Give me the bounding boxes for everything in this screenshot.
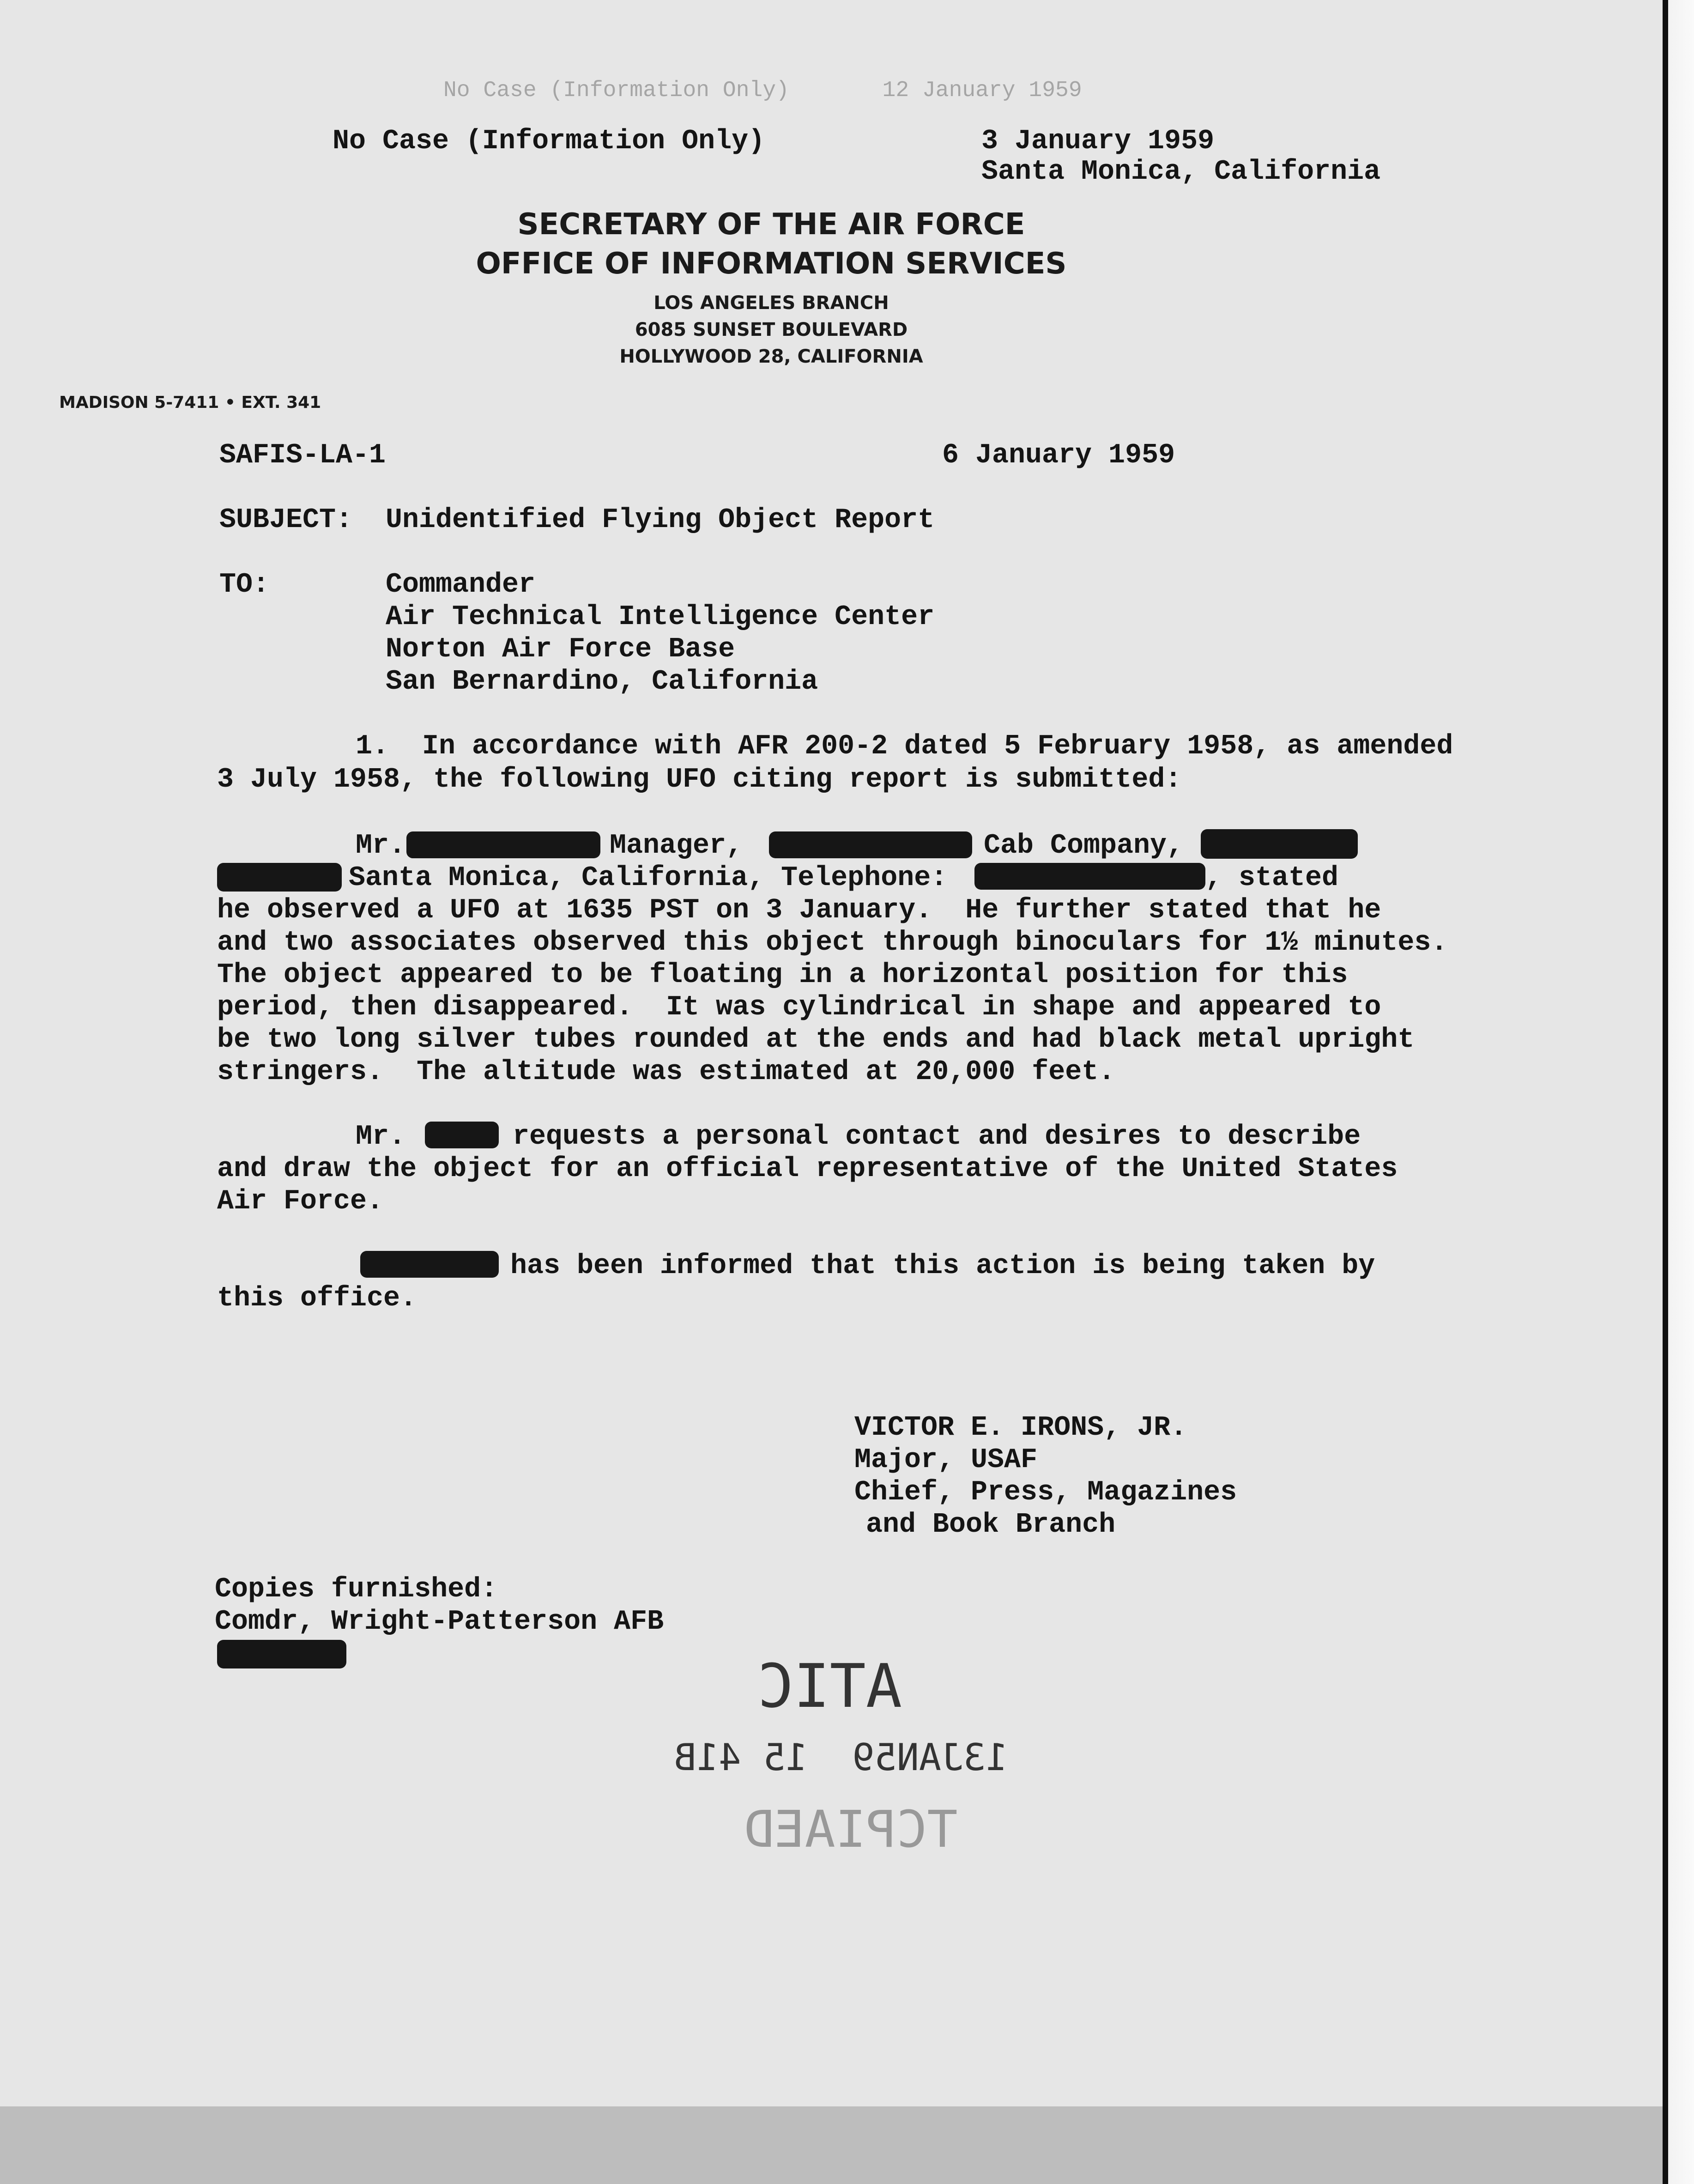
header-date: 3 January 1959	[981, 126, 1215, 157]
stamp-date: 13JAN59 15 41B	[674, 1736, 1008, 1779]
para3-line-2: and draw the object for an official representative of the United States	[217, 1153, 1398, 1185]
to-line-1: Commander	[386, 569, 536, 601]
redaction-company	[769, 831, 972, 858]
letterhead-line-3: LOS ANGELES BRANCH	[653, 292, 889, 314]
para2-line-6: period, then disappeared. It was cylindrical in shape and appeared to	[217, 992, 1381, 1023]
para4-line-2: this office.	[217, 1283, 417, 1314]
redaction-address-1	[1201, 829, 1358, 859]
redaction-name	[406, 831, 600, 858]
redaction-copy-recipient	[217, 1640, 346, 1668]
para2-line-7: be two long silver tubes rounded at the ends and had black metal upright	[217, 1024, 1415, 1056]
to-line-2: Air Technical Intelligence Center	[386, 601, 935, 633]
memo-reference: SAFIS-LA-1	[219, 440, 386, 471]
para2-line-3: he observed a UFO at 1635 PST on 3 January. He further stated that he	[217, 895, 1381, 926]
para3-line-3: Air Force.	[217, 1186, 384, 1217]
scan-edge-right	[1663, 0, 1694, 2184]
para2-line-8: stringers. The altitude was estimated at 20,000 feet.	[217, 1056, 1115, 1088]
subject-text: Unidentified Flying Object Report	[386, 504, 935, 536]
signature-name: VICTOR E. IRONS, JR.	[854, 1412, 1187, 1444]
copies-label: Copies furnished:	[215, 1574, 498, 1605]
redaction-address-2	[217, 863, 342, 892]
to-line-4: San Bernardino, California	[386, 666, 818, 698]
para3-line-1b: requests a personal contact and desires to describe	[513, 1121, 1361, 1153]
para2-line-1c: Cab Company,	[984, 830, 1184, 861]
para1-line-1: 1. In accordance with AFR 200-2 dated 5 February 1958, as amended	[356, 731, 1453, 762]
para1-line-2: 3 July 1958, the following UFO citing report is submitted:	[217, 764, 1182, 795]
para2-line-1b: Manager,	[610, 830, 743, 861]
para2-line-4: and two associates observed this object through binoculars for 1½ minutes.	[217, 927, 1448, 959]
redaction-telephone	[974, 863, 1205, 890]
para2-line-2b: , stated	[1205, 862, 1339, 894]
memo-date: 6 January 1959	[942, 440, 1175, 471]
signature-title-2: and Book Branch	[866, 1509, 1116, 1541]
signature-title-1: Chief, Press, Magazines	[854, 1477, 1237, 1508]
redaction-name-2	[425, 1122, 499, 1148]
letterhead-line-2: OFFICE OF INFORMATION SERVICES	[476, 247, 1067, 281]
para3-line-1a: Mr.	[356, 1121, 406, 1153]
bleed-through-text: No Case (Information Only) 12 January 1959	[443, 78, 1082, 103]
letterhead-line-4: 6085 SUNSET BOULEVARD	[635, 319, 908, 340]
copies-line-1: Comdr, Wright-Patterson AFB	[215, 1606, 664, 1638]
subject-label: SUBJECT:	[219, 504, 353, 536]
stamp-routing: TCPIAED	[744, 1800, 958, 1859]
letterhead-line-1: SECRETARY OF THE AIR FORCE	[517, 207, 1025, 242]
letterhead-line-5: HOLLYWOOD 28, CALIFORNIA	[619, 346, 923, 367]
para2-line-2a: Santa Monica, California, Telephone:	[349, 862, 948, 894]
stamp-atic: ATIC	[757, 1651, 902, 1721]
header-location: Santa Monica, California	[981, 156, 1381, 188]
signature-rank: Major, USAF	[854, 1444, 1038, 1476]
redaction-name-3	[360, 1251, 499, 1278]
to-line-3: Norton Air Force Base	[386, 634, 735, 665]
letterhead-phone: MADISON 5-7411 • EXT. 341	[59, 393, 321, 412]
para2-line-1a: Mr.	[356, 830, 406, 861]
para2-line-5: The object appeared to be floating in a horizontal position for this	[217, 959, 1348, 991]
scan-edge-bottom	[0, 2106, 1663, 2184]
case-line: No Case (Information Only)	[333, 126, 765, 157]
para4-line-1: has been informed that this action is being taken by	[510, 1250, 1375, 1282]
to-label: TO:	[219, 569, 270, 601]
